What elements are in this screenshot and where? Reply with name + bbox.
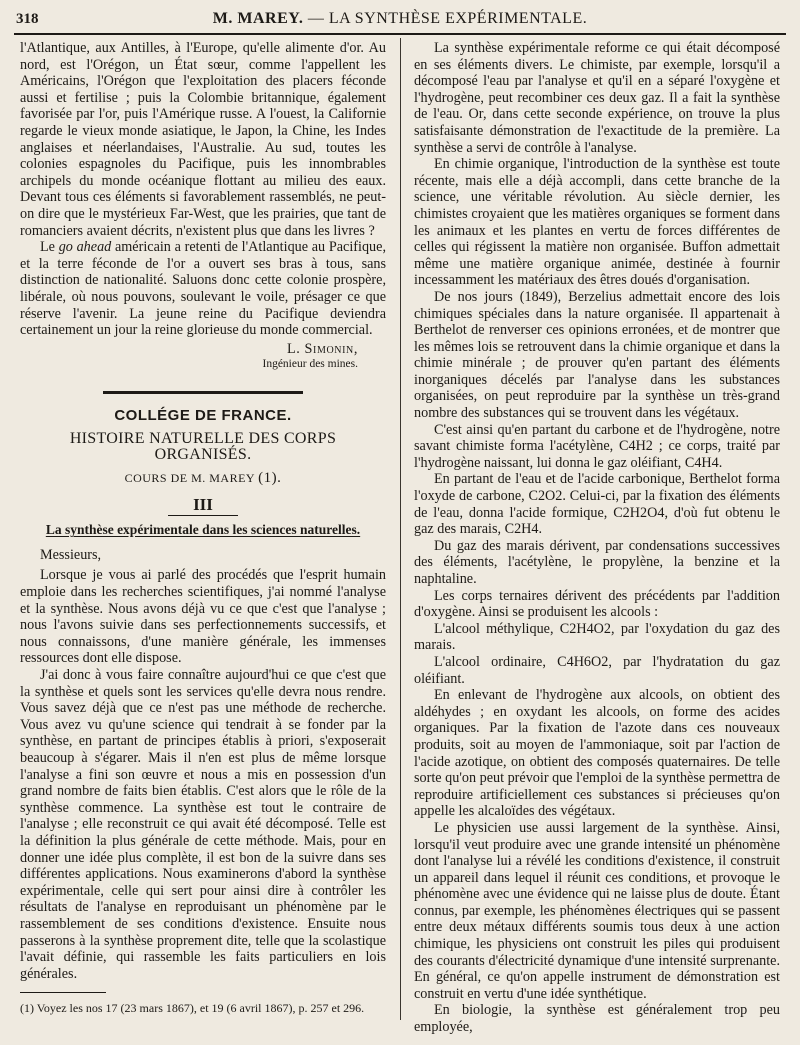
left-p2-italic: go ahead: [58, 239, 112, 256]
header-rule: [14, 33, 786, 35]
signature-name: L. Simonin,: [286, 340, 358, 357]
course-byline: [20, 470, 386, 487]
left-column: [20, 40, 386, 1016]
running-header: [14, 6, 786, 32]
lecture-subtitle: La synthèse expérimentale dans les sciences naturelles.: [45, 522, 361, 538]
salutation: Messieurs,: [40, 546, 102, 563]
section-separator: [103, 391, 303, 394]
course-heading: HISTOIRE NATURELLE DES CORPS ORGANISÉS.: [69, 429, 337, 464]
footnote-rule: [20, 992, 106, 993]
right-paragraph-7: Les corps ternaires dérivent des précédents par l'addition d'oxygène. Ainsi se produisent les alcools :: [414, 587, 780, 621]
right-paragraph-5: En partant de l'eau et de l'acide carbonique, Berthelot forma l'oxyde de carbone, C2O2. Celui-ci, par la fixation des éléments de l'eau, donna l'acide formique, C2H2O4, d'où fut obtenu le gaz des marais, C2H4.: [414, 471, 780, 538]
right-paragraph-11: Le physicien use aussi largement de la synthèse. Ainsi, lorsqu'il veut produire avec une grande intensité un phénomène dont l'analyse lui a révélé les conditions d'existence, il construit un appareil dans lequel il réunit ces conditions, et provoque le phénomène avec une évidence qui ne laisse plus de doute. Étant connus, par exemple, les phénomènes électriques qui se passent entre deux métaux différents soumis tous deux à une action chimique, les physiciens ont construit les piles qui produisent des courants d'électricité dynamique d'une intensité surprenante. En général, ce qu'on appelle instrument de démonstration est construit en vertu d'une idée synthétique.: [414, 819, 780, 1002]
signature-role: Ingénieur des mines.: [262, 358, 358, 371]
running-title: [213, 10, 587, 28]
header-title: LA SYNTHÈSE EXPÉRIMENTALE.: [328, 10, 588, 27]
column-divider: [400, 38, 401, 1020]
header-separator: —: [307, 10, 325, 27]
left-paragraph-1: l'Atlantique, aux Antilles, à l'Europe, qu'elle alimente d'or. Au nord, est l'Orégon, un État sœur, comme l'appellent les Américains, l'Orégon que l'exploitation des placers féconde aussi et fertilise ; puis la Colombie britannique, également favorisée par l'or, puis l'Amérique russe. A l'ouest, la Californie regarde le vieux monde asiatique, le Japon, la Chine, les Indes anglaises et néerlandaises, l'Australie. Au sud, toutes les colonies espagnoles du Pacifique, puis les innombrables archipels du monde océanique flottant au milieu des eaux. Devant tous ces éléments si favorablement rassemblés, ne peut-on dire que le mystérieux Far-West, que les prairies, que tant de romanciers avaient décrits, n'existent plus que dans les livres ?: [20, 40, 386, 239]
left-paragraph-3: Lorsque je vous ai parlé des procédés que l'esprit humain emploie dans les recherches scientifiques, j'ai nommé l'analyse et la synthèse. Nous avons déjà vu ce que c'est que l'analyse ; nous l'avons suivie dans ses perfectionnements successifs, et nous connaissons, d'une manière générale, les immenses ressources dont elle dispose.: [20, 567, 386, 667]
college-heading: COLLÉGE DE FRANCE.: [114, 407, 292, 425]
header-author: M. MAREY.: [212, 10, 304, 27]
course-footnote-ref: (1).: [258, 470, 282, 487]
right-paragraph-2: En chimie organique, l'introduction de la synthèse est toute récente, mais elle a déjà accompli, dans cette branche de la science, une véritable révolution. Au siècle dernier, les chimistes croyaient que les matières organiques se forment dans les animaux et les plantes en vertu de forces différentes de celles qui régissent la matière non organisée. Buffon admettait même une matière organique animée, destinée à fournir incessamment les matériaux des êtres doués d'organisation.: [414, 156, 780, 289]
right-paragraph-3: De nos jours (1849), Berzelius admettait encore des lois chimiques spéciales dans la nature organisée. Il appartenait à Berthelot de renverser ces opinions erronées, et de montrer que les mêmes lois se retrouvent dans la chimie organique et dans la chimie minérale ; de prouver qu'en partant des éléments inorganiques décelés par l'analyse dans les substances organisées, on peut reproduire par la synthèse un très-grand nombre des substances qui se trouvent dans les végétaux.: [414, 288, 780, 422]
right-paragraph-8: L'alcool méthylique, C2H4O2, par l'oxydation du gaz des marais.: [414, 620, 780, 654]
left-paragraph-4: J'ai donc à vous faire connaître aujourd'hui ce que c'est que la synthèse et quels sont les services qu'elle devra nous rendre. Vous savez déjà que ce n'est pas une méthode de recherche. Vous avez vu qu'une science qui tendrait à se fonder par la synthèse, en partant de principes établis à priori, s'exposerait beaucoup à s'égarer. Mais il n'en est plus de même lorsque l'analyse a fini son œuvre et nous a mis en possession d'un grand nombre de faits bien établis. C'est alors que le rôle de la synthèse commence. La synthèse est tout le contraire de l'analyse ; elle reconstruit ce qui avait été décomposé. Telle est la définition la plus générale de cette méthode. Mais, pour en donner une idée plus complète, il est bon de la suivre dans ses différentes applications. Nous examinerons d'abord la synthèse expérimentale, celle qui sert pour ainsi dire à contrôler les résultats de l'analyse en reproduisant un phénomène par le rassemblement de ses conditions d'existence. Ensuite nous passerons à la synthèse proprement dite, telle que la scolastique l'avait définie, qui rassemble les faits particuliers en lois générales.: [20, 667, 386, 982]
right-paragraph-12: En biologie, la synthèse est généralement trop peu employée,: [414, 1002, 780, 1036]
left-p2-rest: américain a retenti de l'Atlantique au Pacifique, et la terre féconde de l'or a ouvert ses bras à tous, sans distinction de nationalité. Saluons donc cette colonie prospère, libérale, où nous pouvons, soulevant le voile, présager ce que réserve l'avenir. La jeune reine du Pacifique deviendra certainement un jour la reine glorieuse du monde commercial.: [20, 239, 386, 339]
right-paragraph-1: La synthèse expérimentale reforme ce qui était décomposé en ses éléments divers. Le chimiste, par exemple, lorsqu'il a décomposé l'eau par l'analyse et qu'il en a séparé l'oxygène et l'hydrogène, peut recombiner ces deux gaz. Il a fait la synthèse de l'eau. Or, dans cette seconde expérience, on trouve la plus satisfaisante démonstration de l'exactitude de la première. La synthèse a servi de contrôle à l'analyse.: [414, 40, 780, 156]
footnote: (1) Voyez les nos 17 (23 mars 1867), et 19 (6 avril 1867), p. 257 et 296.: [20, 1001, 365, 1016]
lecture-number: III: [193, 494, 213, 514]
right-column: [414, 40, 780, 1036]
course-byline-text: COURS DE M. MAREY: [124, 471, 255, 486]
signature: [20, 341, 386, 372]
right-paragraph-6: Du gaz des marais dérivent, par condensations successives des éléments, l'acétylène, le propylène, la benzine et la naphtaline.: [414, 537, 780, 587]
right-paragraph-9: L'alcool ordinaire, C4H6O2, par l'hydratation du gaz oléifiant.: [414, 653, 780, 687]
left-paragraph-2: [20, 239, 386, 339]
right-paragraph-10: En enlevant de l'hydrogène aux alcools, on obtient des aldéhydes ; en oxydant les alcools, on forme des acides organiques. Par la fixation de l'azote dans ces nouveaux produits, soit au moyen de l'ammoniaque, soit par l'action de l'acide azotique, on obtient des composés quaternaires. De telle sorte qu'on peut prévoir que l'emploi de la synthèse permettra de reproduire artificiellement ces substances si précieuses qu'on appelle les alcaloïdes des végétaux.: [414, 687, 780, 820]
right-paragraph-4: C'est ainsi qu'en partant du carbone et de l'hydrogène, notre savant chimiste forma l'acétylène, C4H2 ; ce corps, traité par l'hydrogène naissant, lui donna le gaz oléifiant, C4H4.: [414, 421, 780, 471]
left-p2-start: Le: [40, 239, 59, 256]
lecture-rule: [168, 515, 238, 516]
page-number: 318: [16, 10, 39, 27]
